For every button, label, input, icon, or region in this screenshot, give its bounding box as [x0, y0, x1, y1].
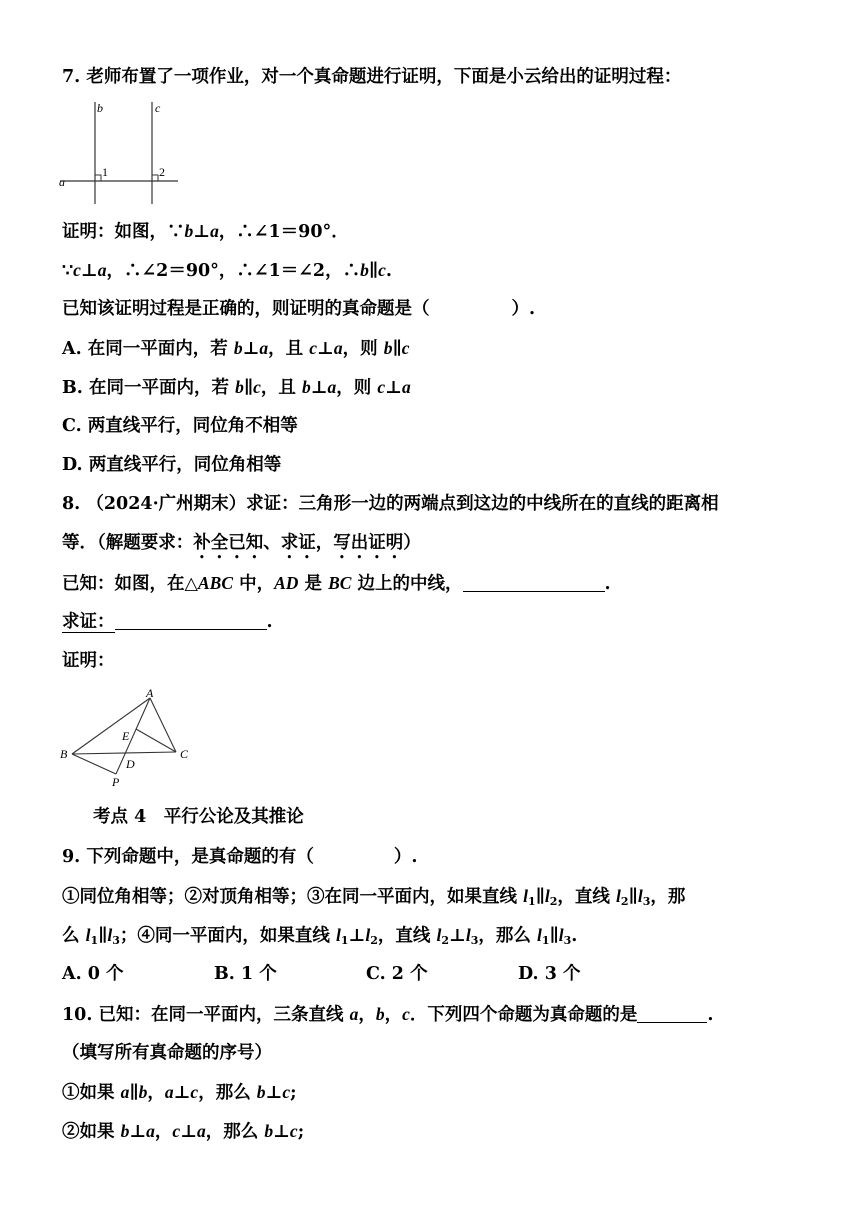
q10-item-1: ①如果 a∥b，a⊥c，那么 b⊥c; — [62, 1082, 297, 1103]
q10-answer-blank[interactable] — [637, 1006, 707, 1023]
section-heading: 考点 4 平行公论及其推论 — [93, 807, 304, 827]
q7-question: 已知该证明过程是正确的，则证明的真命题是（ ）. — [62, 299, 536, 319]
q8-stem-line2: 等．（解题要求：补全已知、求证，写出证明） — [62, 533, 421, 553]
q7-option-d: D. 两直线平行，同位角相等 — [62, 455, 282, 475]
q8-stem-line1: 8. （2024·广州期末）求证：三角形一边的两端点到这边的中线所在的直线的距离相 — [62, 494, 719, 514]
q10-stem: 10. 已知：在同一平面内，三条直线 a，b，c．下列四个命题为真命题的是 . — [62, 1004, 714, 1025]
q8-prove: 求证： . — [62, 612, 273, 632]
q9-items-line1: ①同位角相等；②对顶角相等；③在同一平面内，如果直线 $l_1\parallel l_2$，直线 $l_2\parallel l_3$，那 — [62, 886, 686, 908]
q7-stem: 7. 老师布置了一项作业，对一个真命题进行证明，下面是小云给出的证明过程： — [62, 67, 682, 87]
given-blank[interactable] — [463, 575, 605, 592]
q9-stem: 9. 下列命题中，是真命题的有（ ）. — [62, 847, 418, 867]
q8-label-C: C — [180, 747, 189, 761]
q8-given: 已知：如图，在△ABC 中，AD 是 BC 边上的中线， . — [62, 573, 611, 594]
q9-option-d: D. 3 个 — [518, 964, 581, 984]
q10-note: （填写所有真命题的序号） — [62, 1043, 272, 1063]
q9-option-a: A. 0 个 — [62, 964, 124, 984]
q9-items-line2: 么 $l_1\parallel l_3$；④同一平面内，如果直线 $l_1\perp l_2$，直线 $l_2\perp l_3$，那么 $l_1\parallel l_3$. — [62, 925, 578, 947]
q7-label-c: c — [155, 101, 161, 115]
q7-label-a: a — [59, 175, 65, 189]
q7-option-b: B. 在同一平面内，若 b∥c，且 b⊥a，则 c⊥a — [62, 377, 411, 398]
q7-label-1: 1 — [102, 165, 108, 179]
q8-label-P: P — [112, 775, 120, 789]
q9-options — [62, 963, 581, 985]
q7-option-a: A. 在同一平面内，若 b⊥a，且 c⊥a，则 b∥c — [62, 338, 410, 359]
q10-item-2: ②如果 b⊥a，c⊥a，那么 b⊥c; — [62, 1121, 305, 1142]
prove-blank[interactable] — [115, 613, 267, 630]
q9-option-c: C. 2 个 — [366, 964, 428, 984]
q9-option-b: B. 1 个 — [214, 964, 277, 984]
q8-triangle-figure — [58, 686, 198, 790]
q8-label-A: A — [146, 686, 154, 700]
q7-proof-line1: 证明：如图，∵b⊥a，∴∠1＝90°． — [62, 221, 349, 242]
q7-label-b: b — [97, 101, 103, 115]
q8-label-E: E — [122, 729, 130, 743]
q8-label-D: D — [126, 757, 135, 771]
q7-proof-line2: ∵c⊥a，∴∠2＝90°，∴∠1＝∠2，∴b∥c. — [62, 260, 392, 281]
q8-label-B: B — [60, 747, 68, 761]
q8-proof-label: 证明： — [62, 651, 115, 671]
q7-label-2: 2 — [159, 165, 165, 179]
q7-figure — [58, 100, 183, 210]
q7-option-c: C. 两直线平行，同位角不相等 — [62, 416, 298, 436]
